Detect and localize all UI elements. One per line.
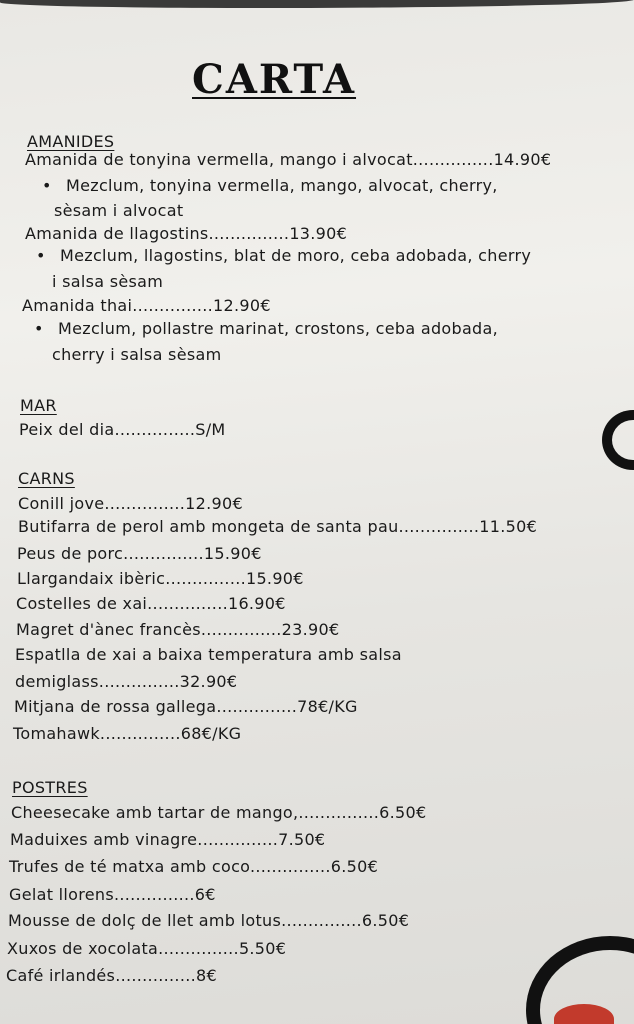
menu-item: Gelat llorens...............6€ bbox=[9, 885, 216, 904]
menu-item-description: cherry i salsa sèsam bbox=[52, 345, 222, 364]
menu-item: Mousse de dolç de llet amb lotus...............6.50€ bbox=[8, 911, 410, 930]
menu-item: Xuxos de xocolata...............5.50€ bbox=[7, 939, 287, 958]
menu-item: Conill jove...............12.90€ bbox=[18, 494, 243, 513]
section-heading-amanides: AMANIDES bbox=[27, 132, 115, 151]
decorative-shape-top bbox=[0, 0, 634, 8]
menu-item-description: sèsam i alvocat bbox=[54, 201, 184, 220]
decorative-curve-right bbox=[602, 410, 634, 470]
section-heading-mar: MAR bbox=[20, 396, 57, 415]
section-heading-carns: CARNS bbox=[18, 469, 75, 488]
menu-item: Magret d'ànec francès...............23.90€ bbox=[16, 620, 340, 639]
menu-item-description: • Mezclum, llagostins, blat de moro, ceba adobada, cherry bbox=[60, 246, 531, 265]
menu-item: Trufes de té matxa amb coco...............6.50€ bbox=[9, 857, 379, 876]
menu-item-peix-del-dia: Peix del dia...............S/M bbox=[19, 420, 226, 439]
menu-item: Maduixes amb vinagre...............7.50€ bbox=[10, 830, 326, 849]
menu-item: Espatlla de xai a baixa temperatura amb salsa bbox=[15, 645, 402, 664]
menu-item: Cheesecake amb tartar de mango,...............6.50€ bbox=[11, 803, 427, 822]
section-heading-postres: POSTRES bbox=[12, 778, 88, 797]
menu-item-amanida-llagostins: Amanida de llagostins...............13.90€ bbox=[25, 224, 348, 243]
menu-item: Mitjana de rossa gallega...............78€/KG bbox=[14, 697, 358, 716]
menu-item: Butifarra de perol amb mongeta de santa pau...............11.50€ bbox=[18, 517, 538, 536]
menu-item: Café irlandés...............8€ bbox=[6, 966, 217, 985]
menu-item-amanida-tonyina: Amanida de tonyina vermella, mango i alvocat...............14.90€ bbox=[25, 150, 552, 169]
menu-item-description: • Mezclum, tonyina vermella, mango, alvocat, cherry, bbox=[66, 176, 498, 195]
menu-item: Llargandaix ibèric...............15.90€ bbox=[17, 569, 304, 588]
menu-item: demiglass...............32.90€ bbox=[15, 672, 238, 691]
menu-item-description: i salsa sèsam bbox=[52, 272, 164, 291]
menu-item: Tomahawk...............68€/KG bbox=[13, 724, 242, 743]
menu-item: Peus de porc...............15.90€ bbox=[17, 544, 262, 563]
menu-item: Costelles de xai...............16.90€ bbox=[16, 594, 286, 613]
menu-item-amanida-thai: Amanida thai...............12.90€ bbox=[22, 296, 271, 315]
menu-item-description: • Mezclum, pollastre marinat, crostons, ceba adobada, bbox=[58, 319, 498, 338]
page-title: CARTA bbox=[192, 56, 357, 103]
